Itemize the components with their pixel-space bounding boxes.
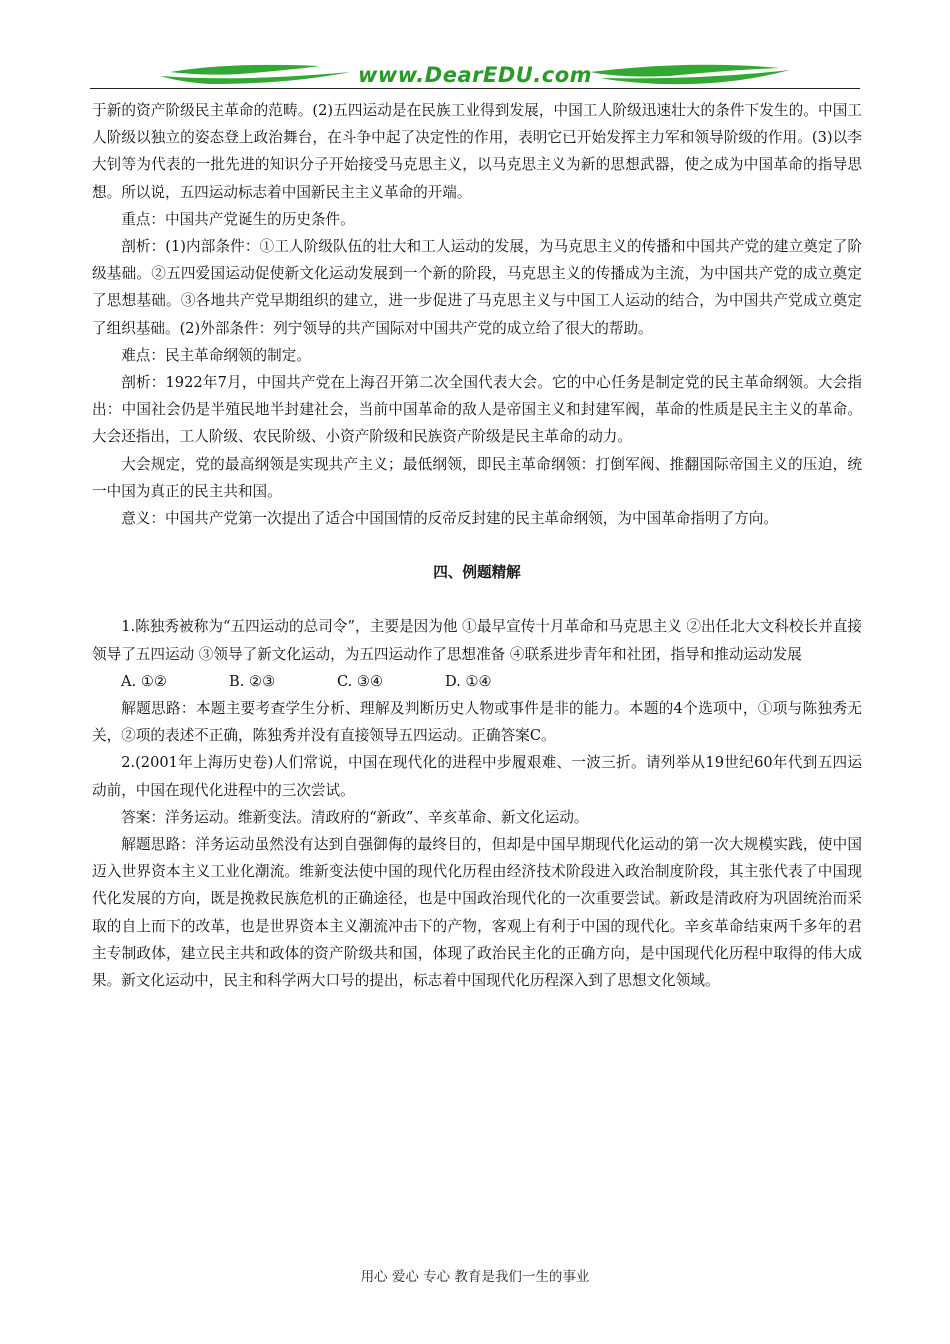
option-b: B. ②③: [229, 672, 276, 690]
question-1-options: [92, 668, 862, 695]
document-body: [92, 97, 862, 994]
question-1-analysis: 解题思路：本题主要考查学生分析、理解及判断历史人物或事件是非的能力。本题的4个选项中，①项与陈独秀无关，②项的表述不正确，陈独秀并没有直接领导五四运动。正确答案C。: [92, 700, 862, 745]
significance: 意义：中国共产党第一次提出了适合中国国情的反帝反封建的民主革命纲领，为中国革命指明了方向。: [121, 510, 778, 528]
key-point-heading: 重点：中国共产党诞生的历史条件。: [121, 210, 355, 228]
difficulty-analysis: 剖析：1922年7月，中国共产党在上海召开第二次全国代表大会。它的中心任务是制定党的民主革命纲领。大会指出：中国社会仍是半殖民地半封建社会，当前中国革命的敌人是帝国主义和封建军阀，革命的性质是民主主义的革命。大会还指出，工人阶级、农民阶级、小资产阶级和民族资产阶级是民主革命的动力。: [92, 374, 862, 446]
question-2-stem: 2.(2001年上海历史卷)人们常说，中国在现代化的进程中步履艰难、一波三折。请列举从19世纪60年代到五四运动前，中国在现代化进程中的三次尝试。: [92, 754, 862, 799]
question-2-answer: 答案：洋务运动。维新变法。清政府的“新政”、辛亥革命、新文化运动。: [121, 808, 589, 826]
option-a: A. ①②: [121, 672, 167, 690]
header-logo-banner: [90, 58, 860, 98]
paragraph-continuation: 于新的资产阶级民主革命的范畴。(2)五四运动是在民族工业得到发展，中国工人阶级迅速壮大的条件下发生的。中国工人阶级以独立的姿态登上政治舞台，在斗争中起了决定性的作用，表明它已开始发挥主力军和领导阶级的作用。(3)以李大钊等为代表的一批先进的知识分子开始接受马克思主义，以马克思主义为新的思想武器，使之成为中国革命的指导思想。所以说，五四运动标志着中国新民主主义革命的开端。: [92, 102, 862, 201]
site-logo-text: www.DearEDU.com: [357, 63, 593, 87]
question-1-stem: 1.陈独秀被称为“五四运动的总司令”，主要是因为他 ①最早宣传十月革命和马克思主义 ②出任北大文科校长并直接领导了五四运动 ③领导了新文化运动，为五四运动作了思想准备 ④联系进步青年和社团，指导和推动运动发展: [92, 618, 862, 663]
congress-provisions: 大会规定，党的最高纲领是实现共产主义；最低纲领，即民主革命纲领：打倒军阀、推翻国际帝国主义的压迫，统一中国为真正的民主共和国。: [92, 455, 862, 500]
header-divider: [90, 88, 860, 89]
section-title: 四、例题精解: [433, 564, 521, 582]
key-point-analysis: 剖析：(1)内部条件：①工人阶级队伍的壮大和工人运动的发展，为马克思主义的传播和中国共产党的建立奠定了阶级基础。②五四爱国运动促使新文化运动发展到一个新的阶段，马克思主义的传播成为主流，为中国共产党的成立奠定了思想基础。③各地共产党早期组织的建立，进一步促进了马克思主义与中国工人运动的结合，为中国共产党成立奠定了组织基础。(2)外部条件：列宁领导的共产国际对中国共产党的成立给了很大的帮助。: [92, 238, 862, 337]
option-c: C. ③④: [337, 672, 384, 690]
difficulty-heading: 难点：民主革命纲领的制定。: [121, 346, 311, 364]
option-d: D. ①④: [445, 672, 492, 690]
page-footer: 用心 爱心 专心 教育是我们一生的事业: [360, 1269, 590, 1285]
question-2-analysis: 解题思路：洋务运动虽然没有达到自强御侮的最终目的，但却是中国早期现代化运动的第一次大规模实践，使中国迈入世界资本主义工业化潮流。维新变法使中国的现代化历程由经济技术阶段进入政治制度阶段，其主张代表了中国现代化发展的方向，既是挽救民族危机的正确途径，也是中国政治现代化的一次重要尝试。新政是清政府为巩固统治而采取的自上而下的改革，也是世界资本主义潮流冲击下的产物，客观上有利于中国的现代化。辛亥革命结束两千多年的君主专制政体，建立民主共和政体的资产阶级共和国，体现了政治民主化的正确方向，是中国现代化历程中取得的伟大成果。新文化运动中，民主和科学两大口号的提出，标志着中国现代化历程深入到了思想文化领域。: [92, 836, 862, 990]
